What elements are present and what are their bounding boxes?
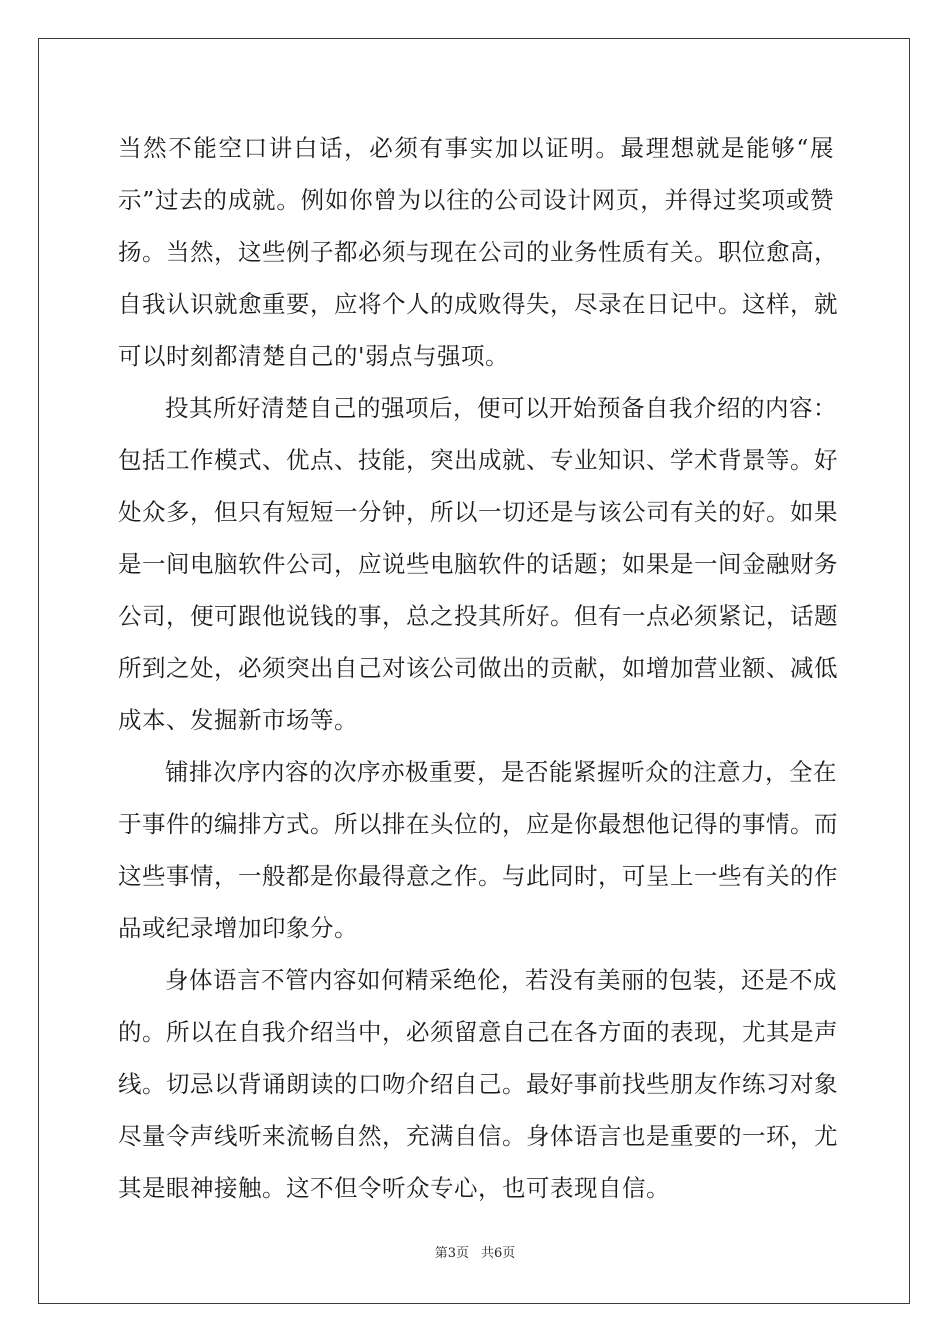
page-footer <box>0 1244 950 1264</box>
text-line: 示”过去的成就。例如你曾为以往的公司设计网页，并得过奖项或赞 <box>118 186 834 214</box>
text-line: 铺排次序内容的次序亦极重要，是否能紧握听众的注意力，全在 <box>165 758 837 786</box>
text-line: 所到之处，必须突出自己对该公司做出的贡献，如增加营业额、减低 <box>118 654 838 682</box>
text-line: 身体语言不管内容如何精采绝伦，若没有美丽的包装，还是不成 <box>165 966 837 994</box>
page-total: 共6页 <box>481 1246 516 1261</box>
paragraph-1 <box>118 122 838 382</box>
document-body <box>118 122 838 1214</box>
text-line: 于事件的编排方式。所以排在头位的，应是你最想他记得的事情。而 <box>118 810 838 838</box>
text-line: 线。切忌以背诵朗读的口吻介绍自己。最好事前找些朋友作练习对象 <box>118 1070 838 1098</box>
page-number: 第3页 <box>434 1246 469 1261</box>
text-line: 这些事情，一般都是你最得意之作。与此同时，可呈上一些有关的作 <box>118 862 838 890</box>
paragraph-3 <box>118 746 838 954</box>
text-line: 的。所以在自我介绍当中，必须留意自己在各方面的表现，尤其是声 <box>118 1018 838 1046</box>
text-line: 当然不能空口讲白话，必须有事实加以证明。最理想就是能够“展 <box>118 134 834 162</box>
text-line: 可以时刻都清楚自己的'弱点与强项。 <box>118 342 509 370</box>
text-line: 是一间电脑软件公司，应说些电脑软件的话题；如果是一间金融财务 <box>118 550 838 578</box>
text-line: 自我认识就愈重要，应将个人的成败得失，尽录在日记中。这样，就 <box>118 290 838 318</box>
text-line: 投其所好清楚自己的强项后，便可以开始预备自我介绍的内容： <box>165 394 837 422</box>
text-line: 尽量令声线听来流畅自然，充满自信。身体语言也是重要的一环，尤 <box>118 1122 838 1150</box>
text-line: 其是眼神接触。这不但令听众专心，也可表现自信。 <box>118 1174 670 1202</box>
text-line: 处众多，但只有短短一分钟，所以一切还是与该公司有关的好。如果 <box>118 498 838 526</box>
text-line: 公司，便可跟他说钱的事，总之投其所好。但有一点必须紧记，话题 <box>118 602 838 630</box>
text-line: 品或纪录增加印象分。 <box>118 914 358 942</box>
text-line: 包括工作模式、优点、技能，突出成就、专业知识、学术背景等。好 <box>118 446 838 474</box>
paragraph-4 <box>118 954 838 1214</box>
text-line: 扬。当然，这些例子都必须与现在公司的业务性质有关。职位愈高， <box>118 238 838 266</box>
text-line: 成本、发掘新市场等。 <box>118 706 358 734</box>
paragraph-2 <box>118 382 838 746</box>
